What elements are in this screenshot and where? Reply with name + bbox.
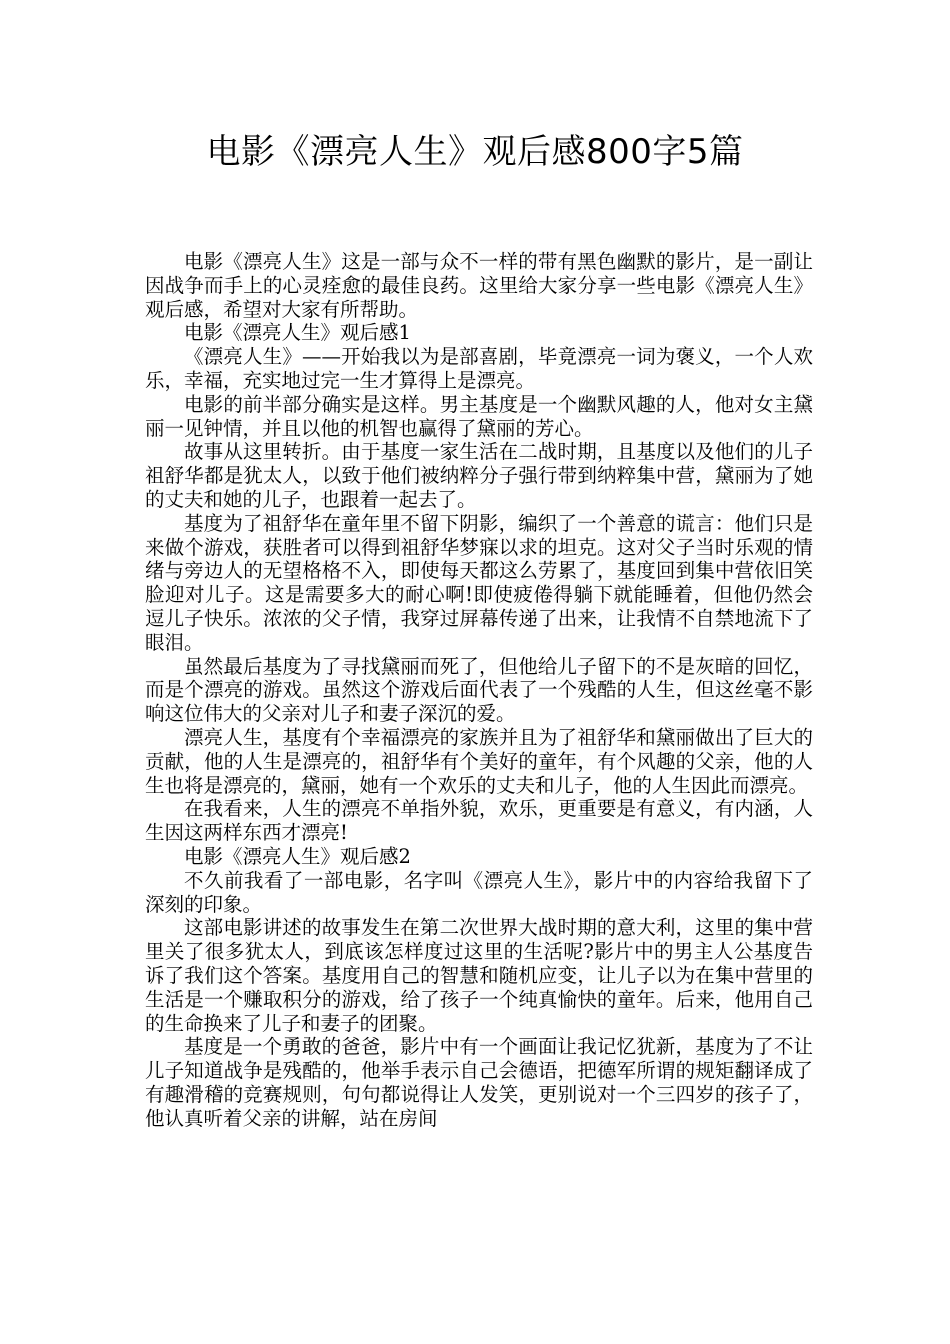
paragraph: 基度是一个勇敢的爸爸，影片中有一个画面让我记忆犹新，基度为了不让儿子知道战争是残酷的，他举手表示自己会德语，把德军所谓的规矩翻译成了有趣滑稽的竞赛规则，句句都说得让人发笑，更别说对一个三四岁的孩子了，他认真听着父亲的讲解，站在房间 bbox=[145, 1035, 813, 1130]
paragraph: 《漂亮人生》——开始我以为是部喜剧，毕竟漂亮一词为褒义，一个人欢乐，幸福，充实地过完一生才算得上是漂亮。 bbox=[145, 345, 813, 392]
intro-paragraph: 电影《漂亮人生》这是一部与众不一样的带有黑色幽默的影片，是一副让因战争而手上的心灵痊愈的最佳良药。这里给大家分享一些电影《漂亮人生》观后感，希望对大家有所帮助。 bbox=[145, 250, 813, 321]
section-heading-1: 电影《漂亮人生》观后感1 bbox=[184, 321, 411, 345]
paragraph: 故事从这里转折。由于基度一家生活在二战时期，且基度以及他们的儿子祖舒华都是犹太人，以致于他们被纳粹分子强行带到纳粹集中营，黛丽为了她的丈夫和她的儿子，也跟着一起去了。 bbox=[145, 440, 813, 511]
section-heading-2: 电影《漂亮人生》观后感2 bbox=[184, 844, 411, 868]
document-title: 电影《漂亮人生》观后感800字5篇 bbox=[206, 132, 744, 172]
paragraph: 虽然最后基度为了寻找黛丽而死了，但他给儿子留下的不是灰暗的回忆，而是个漂亮的游戏。虽然这个游戏后面代表了一个残酷的人生，但这丝毫不影响这位伟大的父亲对儿子和妻子深沉的爱。 bbox=[145, 654, 813, 726]
paragraph: 这部电影讲述的故事发生在第二次世界大战时期的意大利，这里的集中营里关了很多犹太人，到底该怎样度过这里的生活呢?影片中的男主人公基度告诉了我们这个答案。基度用自己的智慧和随机应变，让儿子以为在集中营里的生活是一个赚取积分的游戏，给了孩子一个纯真愉快的童年。后来，他用自己的生命换来了儿子和妻子的团聚。 bbox=[145, 916, 813, 1035]
paragraph: 漂亮人生，基度有个幸福漂亮的家族并且为了祖舒华和黛丽做出了巨大的贡献，他的人生是漂亮的，祖舒华有个美好的童年，有个风趣的父亲，他的人生也将是漂亮的，黛丽，她有一个欢乐的丈夫和儿子，他的人生因此而漂亮。 bbox=[145, 725, 813, 797]
document-body bbox=[145, 250, 813, 1130]
paragraph: 不久前我看了一部电影，名字叫《漂亮人生》，影片中的内容给我留下了深刻的印象。 bbox=[145, 868, 813, 916]
paragraph: 电影的前半部分确实是这样。男主基度是一个幽默风趣的人，他对女主黛丽一见钟情，并且以他的机智也赢得了黛丽的芳心。 bbox=[145, 392, 813, 440]
paragraph: 基度为了祖舒华在童年里不留下阴影，编织了一个善意的谎言：他们只是来做个游戏，获胜者可以得到祖舒华梦寐以求的坦克。这对父子当时乐观的情绪与旁边人的无望格格不入，即使每天都这么劳累了，基度回到集中营依旧笑脸迎对儿子。这是需要多大的耐心啊!即使疲倦得躺下就能睡着，但他仍然会逗儿子快乐。浓浓的父子情，我穿过屏幕传递了出来，让我情不自禁地流下了眼泪。 bbox=[145, 511, 813, 654]
paragraph: 在我看来，人生的漂亮不单指外貌，欢乐，更重要是有意义，有内涵，人生因这两样东西才漂亮! bbox=[145, 797, 813, 845]
